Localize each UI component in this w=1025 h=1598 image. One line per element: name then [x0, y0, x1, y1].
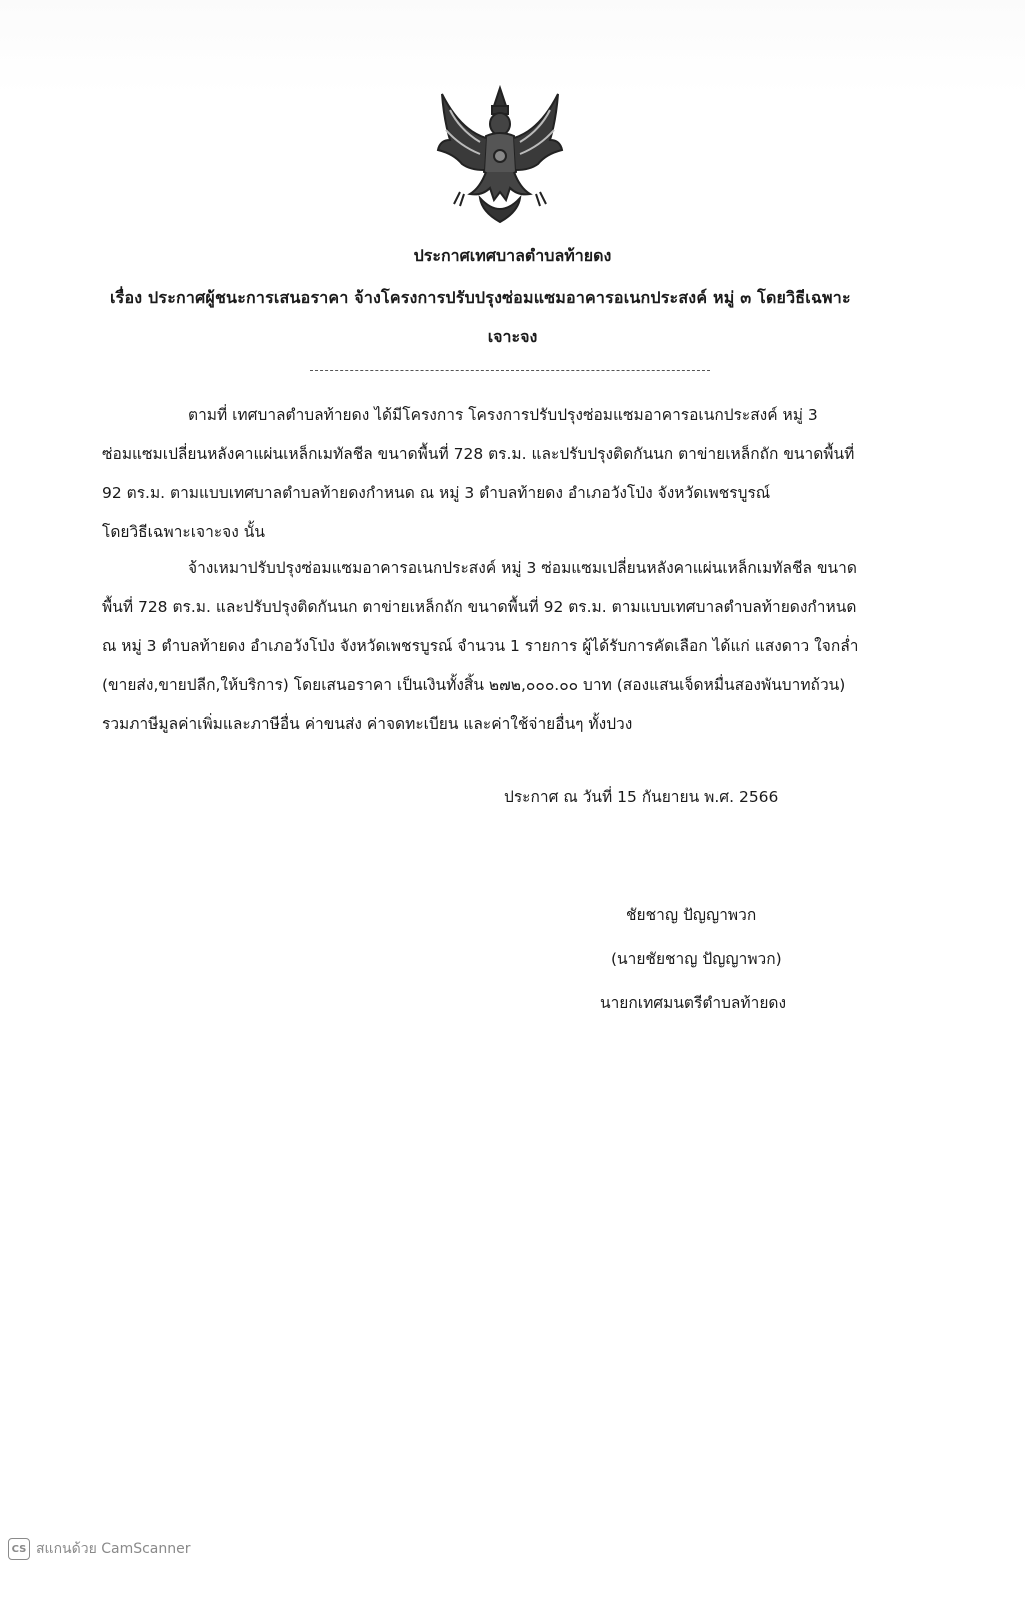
paragraph-2-line: จ้างเหมาปรับปรุงซ่อมแซมอาคารอเนกประสงค์ หมู่ 3 ซ่อมแซมเปลี่ยนหลังคาแผ่นเหล็กเมทัลชีล ขนาด [188, 559, 857, 577]
signatory-position: นายกเทศมนตรีตำบลท้ายดง [600, 994, 787, 1012]
announcement-date: ประกาศ ณ วันที่ 15 กันยายน พ.ศ. 2566 [504, 788, 779, 806]
signatory-printed-name: (นายชัยชาญ ปัญญาพวก) [611, 950, 782, 968]
paragraph-1-line: 92 ตร.ม. ตามแบบเทศบาลตำบลท้ายดงกำหนด ณ หมู่ 3 ตำบลท้ายดง อำเภอวังโป่ง จังหวัดเพชรบูรณ์ [102, 484, 771, 502]
paragraph-1-line: ซ่อมแซมเปลี่ยนหลังคาแผ่นเหล็กเมทัลชีล ขนาดพื้นที่ 728 ตร.ม. และปรับปรุงติดกันนก ตาข่ายเหล็กถัก ขนาดพื้นที่ [102, 445, 855, 463]
announcement-title: ประกาศเทศบาลตำบลท้ายดง [413, 246, 612, 265]
paragraph-2-line: รวมภาษีมูลค่าเพิ่มและภาษีอื่น ค่าขนส่ง ค่าจดทะเบียน และค่าใช้จ่ายอื่นๆ ทั้งปวง [102, 715, 633, 733]
camscanner-logo-icon: CS [8, 1538, 30, 1560]
signature-name: ชัยชาญ ปัญญาพวก [626, 906, 757, 924]
paragraph-1-line: ตามที่ เทศบาลตำบลท้ายดง ได้มีโครงการ โครงการปรับปรุงซ่อมแซมอาคารอเนกประสงค์ หมู่ 3 [188, 406, 818, 424]
camscanner-label: สแกนด้วย CamScanner [36, 1541, 191, 1557]
subject-line-2: เจาะจง [487, 327, 538, 346]
subject-line-1: เรื่อง ประกาศผู้ชนะการเสนอราคา จ้างโครงการปรับปรุงซ่อมแซมอาคารอเนกประสงค์ หมู่ ๓ โดยวิธีเฉพาะ [110, 288, 851, 307]
paragraph-2-line: ณ หมู่ 3 ตำบลท้ายดง อำเภอวังโป่ง จังหวัดเพชรบูรณ์ จำนวน 1 รายการ ผู้ได้รับการคัดเลือก ได้แก่ แสงดาว ใจกล่ำ [102, 637, 859, 655]
paragraph-1-line: โดยวิธีเฉพาะเจาะจง นั้น [102, 523, 265, 541]
garuda-emblem-icon [430, 80, 570, 230]
divider [310, 370, 710, 371]
paragraph-2-line: (ขายส่ง,ขายปลีก,ให้บริการ) โดยเสนอราคา เป็นเงินทั้งสิ้น ๒๗๒,๐๐๐.๐๐ บาท (สองแสนเจ็ดหมื่นสองพันบาทถ้วน) [102, 676, 846, 694]
paragraph-1 [102, 396, 922, 552]
camscanner-watermark [8, 1538, 191, 1560]
paragraph-2-line: พื้นที่ 728 ตร.ม. และปรับปรุงติดกันนก ตาข่ายเหล็กถัก ขนาดพื้นที่ 92 ตร.ม. ตามแบบเทศบาลตำบลท้ายดงกำหนด [102, 598, 857, 616]
paragraph-2 [102, 549, 922, 744]
